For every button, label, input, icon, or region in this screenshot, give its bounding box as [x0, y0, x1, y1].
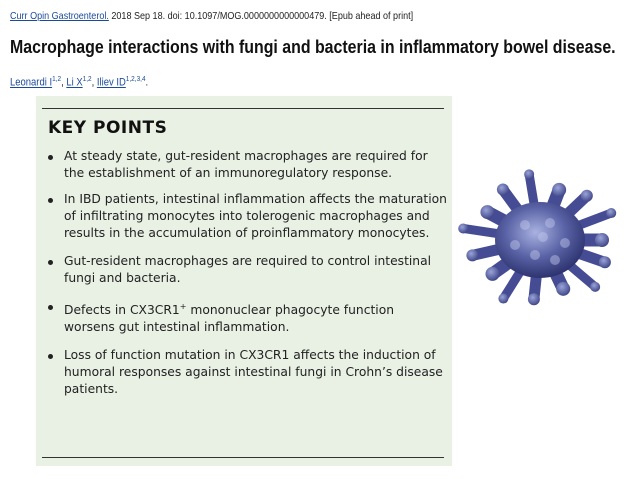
surface-bump [538, 232, 548, 242]
author-link-3[interactable]: Iliev ID [96, 76, 126, 89]
pseudopod-tip [606, 208, 616, 218]
top-rule [42, 108, 444, 109]
key-point-5 [48, 347, 448, 398]
key-point-text: mononuclear phagocyte function worsens gut intestinal inflammation. [64, 303, 395, 335]
pseudopod-tip [458, 223, 468, 233]
journal-link[interactable]: Curr Opin Gastroenterol. [10, 10, 109, 22]
pseudopod-tip [590, 282, 600, 292]
bullet-icon [48, 354, 53, 359]
key-points-panel [36, 96, 452, 466]
bullet-icon [48, 198, 53, 203]
author-list: Leonardi I$^{1,2}$, Li X$^{1,2}$, Iliev ID$^{1,2,3,4}$. [10, 74, 149, 89]
key-points-list [48, 148, 448, 408]
author-link-2[interactable]: Li X [66, 76, 83, 89]
surface-bump [550, 255, 560, 265]
surface-bump [545, 218, 555, 228]
superscript-plus: + [179, 302, 187, 311]
pseudopod-tip [552, 183, 566, 197]
pseudopod-tip [524, 169, 534, 179]
pseudopod-tip [556, 282, 570, 296]
pseudopod-tip [528, 293, 540, 305]
key-point-3 [48, 253, 448, 287]
citation-line [10, 10, 413, 22]
pseudopod-tip [497, 184, 509, 196]
surface-bump [520, 220, 530, 230]
author-affiliation-1: 1,2 [52, 74, 62, 83]
surface-bump [510, 240, 520, 250]
bullet-icon [48, 155, 53, 160]
key-point-text: At steady state, gut-resident macrophages are required for the establishment of an immunoregulatory response. [64, 149, 428, 180]
author-affiliation-3: 1,2,3,4 [125, 74, 146, 83]
key-point-text: Defects in CX3CR1 [64, 303, 180, 318]
key-points-heading: KEY POINTS [48, 118, 168, 138]
pseudopod-tip [466, 249, 478, 261]
article-title: Macrophage interactions with fungi and bacteria in inflammatory bowel disease. [10, 36, 616, 57]
pseudopod-tip [486, 267, 500, 281]
bullet-icon [48, 305, 53, 310]
key-point-2 [48, 191, 448, 242]
key-point-text: Loss of function mutation in CX3CR1 affects the induction of humoral responses against intestinal fungi in Crohn’s disease patients. [64, 348, 443, 397]
bullet-icon [48, 260, 53, 265]
pseudopod-tip [595, 233, 609, 247]
pseudopod-tip [480, 205, 494, 219]
key-point-text: In IBD patients, intestinal inflammation affects the maturation of infiltrating monocytes into tolerogenic macrophages and results in the accumulation of proinflammatory monocytes. [64, 192, 447, 240]
pseudopod-tip [599, 256, 611, 268]
pseudopod-tip [581, 190, 593, 202]
surface-bump [530, 250, 540, 260]
key-point-text: Gut-resident macrophages are required to control intestinal fungi and bacteria. [64, 254, 432, 285]
pseudopod-tip [498, 294, 508, 304]
key-point-1 [48, 148, 448, 182]
author-link-1[interactable]: Leonardi I [10, 76, 53, 89]
author-affiliation-2: 1,2 [82, 74, 92, 83]
citation-details: 2018 Sep 18. doi: 10.1097/MOG.0000000000000479. [Epub ahead of print] [108, 10, 414, 22]
macrophage-cell-illustration [455, 165, 625, 315]
bottom-rule [42, 457, 444, 458]
surface-bump [560, 238, 570, 248]
key-point-4 [48, 298, 448, 336]
